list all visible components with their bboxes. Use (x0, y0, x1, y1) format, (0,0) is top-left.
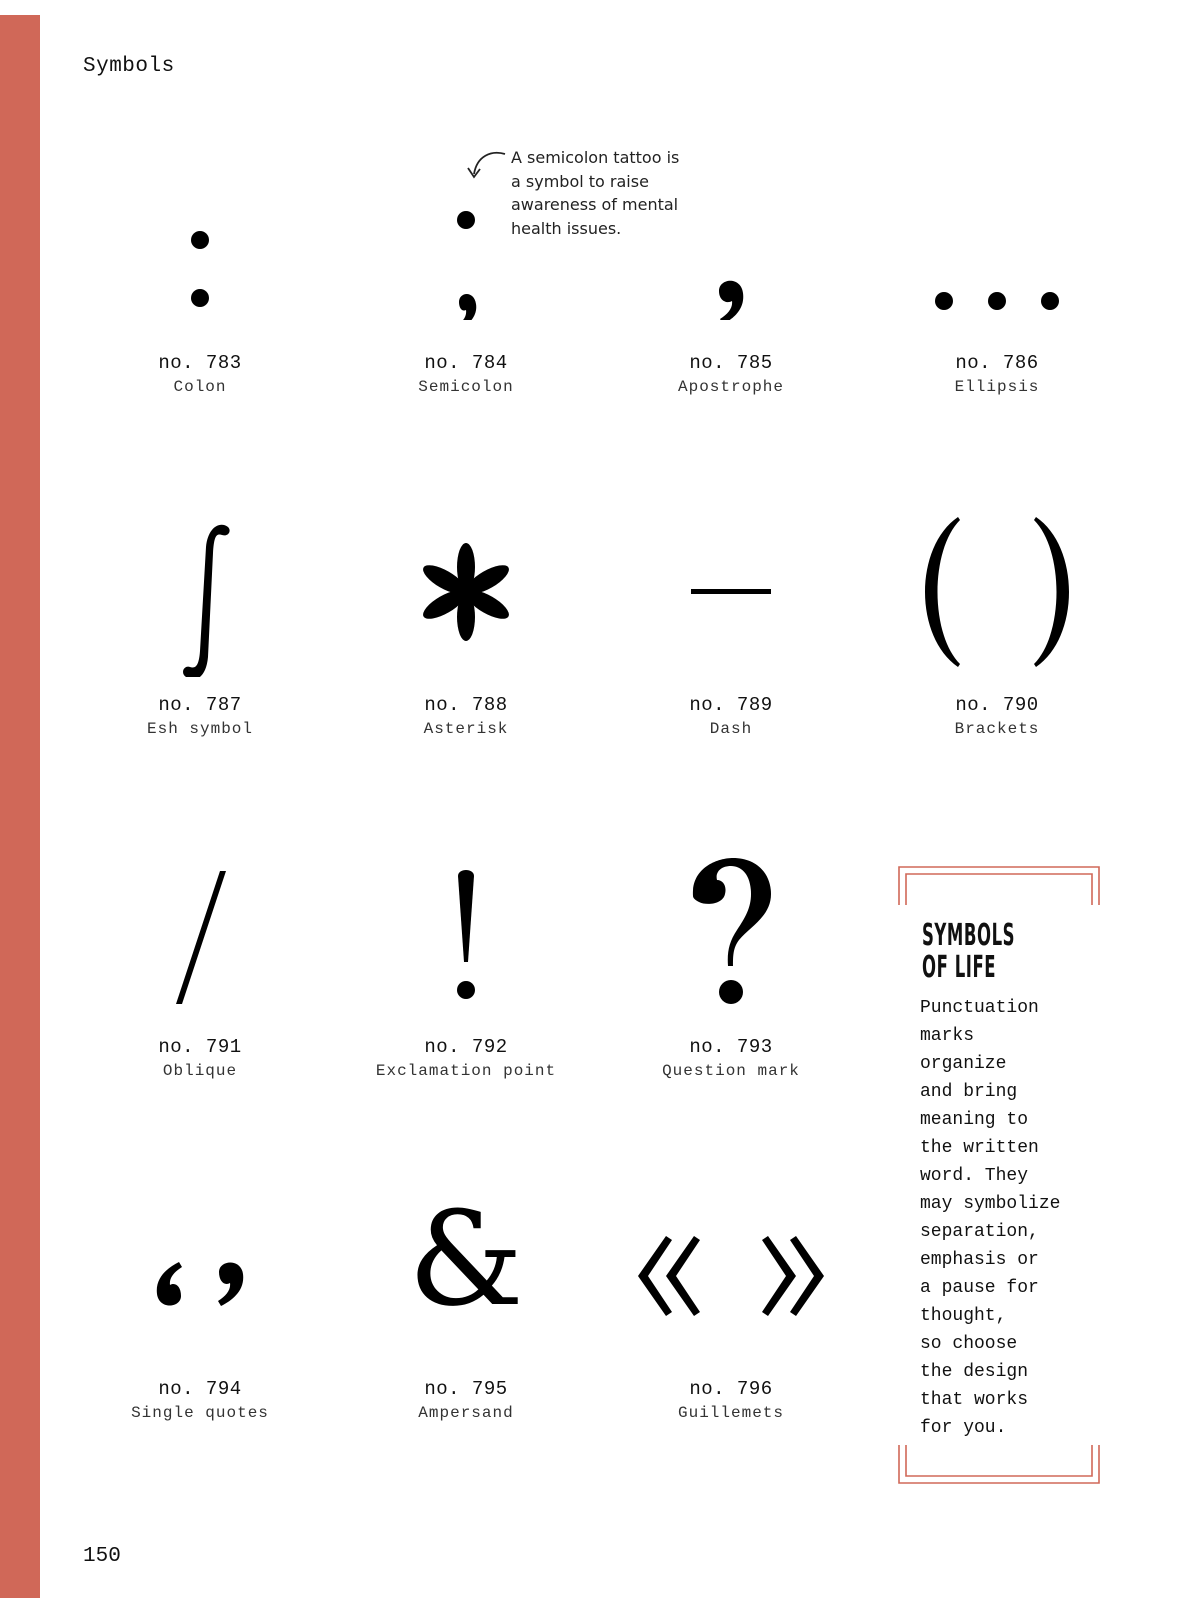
symbol-name: Ampersand (418, 1404, 514, 1422)
dash-icon (601, 502, 861, 682)
symbol-name: Single quotes (131, 1404, 269, 1422)
symbol-number: no. 795 (424, 1378, 508, 1400)
symbol-card-ellipsis (867, 130, 1127, 460)
sidebar-title (922, 920, 1015, 984)
chapter-color-bar (0, 15, 40, 1598)
guillemets-icon (601, 1186, 861, 1366)
symbol-name: Brackets (954, 720, 1040, 738)
symbol-name: Apostrophe (677, 378, 784, 396)
symbol-number: no. 786 (955, 352, 1039, 374)
symbol-card-brackets (867, 472, 1127, 802)
symbol-name: Ellipsis (954, 378, 1040, 396)
symbol-card-esh (70, 472, 330, 802)
symbol-name: Colon (173, 378, 227, 396)
asterisk-icon (336, 502, 596, 682)
symbol-card-dash (601, 472, 861, 802)
symbol-name: Esh symbol (146, 720, 253, 738)
symbol-number: no. 783 (158, 352, 242, 374)
colon-icon (70, 160, 330, 340)
symbol-name: Semicolon (418, 378, 514, 396)
single-quotes-icon (70, 1186, 330, 1366)
symbol-name: Asterisk (423, 720, 509, 738)
sidebar-box (897, 865, 1101, 1485)
section-title: Symbols (83, 55, 175, 78)
symbol-name: Exclamation point (375, 1062, 557, 1080)
symbol-number: no. 790 (955, 694, 1039, 716)
symbol-number: no. 789 (689, 694, 773, 716)
top-margin (0, 0, 1190, 15)
symbol-name: Question mark (662, 1062, 800, 1080)
symbol-number: no. 787 (158, 694, 242, 716)
oblique-icon (70, 844, 330, 1024)
symbol-name: Oblique (162, 1062, 238, 1080)
brackets-icon (867, 502, 1127, 682)
symbol-name: Guillemets (677, 1404, 784, 1422)
esh-icon (70, 502, 330, 682)
curved-arrow-icon (465, 148, 511, 184)
sidebar-title-line: SYMBOLS (922, 918, 1016, 953)
symbol-number: no. 788 (424, 694, 508, 716)
symbol-card-single-quotes (70, 1156, 330, 1486)
symbol-card-guillemets (601, 1156, 861, 1486)
symbol-number: no. 791 (158, 1036, 242, 1058)
symbol-number: no. 792 (424, 1036, 508, 1058)
sidebar-body: Punctuation marks organize and bring meaning to the written word. They may symbolize separation, emphasis or a pause for thought, so choose the design that works for you. (920, 998, 1061, 1438)
semicolon-callout: A semicolon tattoo is a symbol to raise awareness of mental health issues. (511, 148, 680, 238)
symbol-number: no. 796 (689, 1378, 773, 1400)
symbol-number: no. 794 (158, 1378, 242, 1400)
symbol-card-asterisk (336, 472, 596, 802)
symbol-card-ampersand (336, 1156, 596, 1486)
question-mark-icon (601, 844, 861, 1024)
symbol-name: Dash (709, 720, 753, 738)
page-number: 150 (83, 1545, 121, 1568)
symbol-number: no. 784 (424, 352, 508, 374)
symbol-card-exclamation (336, 814, 596, 1144)
symbol-card-colon (70, 130, 330, 460)
symbol-number: no. 793 (689, 1036, 773, 1058)
symbol-number: no. 785 (689, 352, 773, 374)
ampersand-icon: & (408, 1183, 524, 1335)
symbol-card-oblique (70, 814, 330, 1144)
symbol-card-question (601, 814, 861, 1144)
sidebar-title-line: OF LIFE (922, 950, 997, 985)
exclamation-icon (336, 844, 596, 1024)
ellipsis-icon (867, 160, 1127, 340)
